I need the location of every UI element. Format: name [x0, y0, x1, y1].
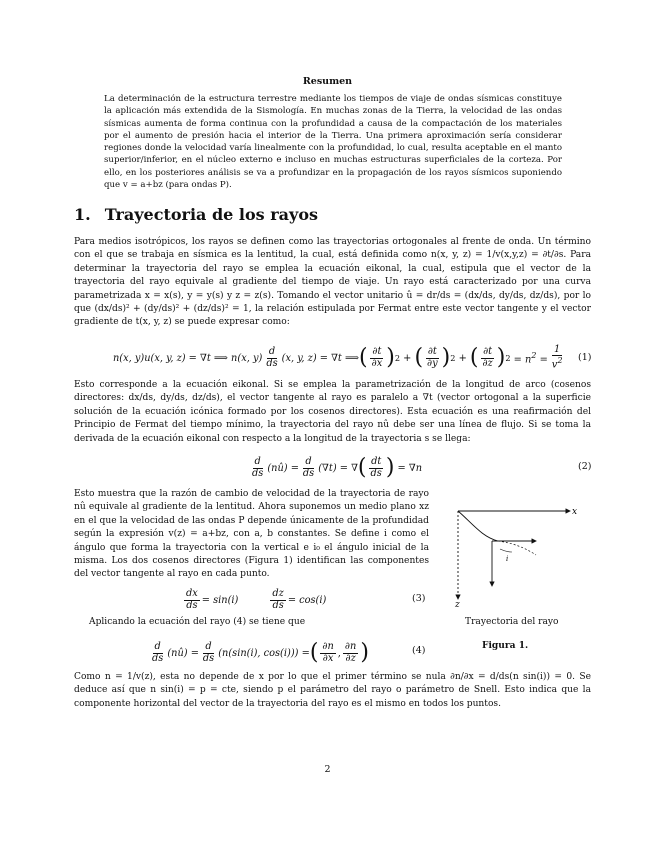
equation-4: $\frac{d}{ds}$ (nû) = $\frac{d}{ds}$ (n(sin(i), cos(i))) = ( $\frac{\partial n}{\partial x}$ , $\frac{\partial n}{\partial z}$ ): [152, 640, 369, 665]
paragraph-1: Para medios isotrópicos, los rayos se definen como las trayectorias ortogonales al frente de onda. Un término con el que se trabaja en sísmica es la lentitud, la cual, está definida como n(x, y, z) = 1/v(x,y,z) = ∂t/∂s. Para determinar la trayectoria del rayo se emplea la ecuación eikonal, la cual, estipula que el vector de la trayectoria del rayo equivale al gradiente del tiempo de viaje. Un rayo está caracterizado por una curva parametrizada x = x(s), y = y(s) y z = z(s). Tomando el vector unitario û = dr/ds = (dx/ds, dy/ds, dz/ds), por lo que (dx/ds)² + (dy/ds)² + (dz/ds)² = 1, la relación estipulada por Fermat entre este vector tangente y el vector gradiente de t(x, y, z) se puede expresar como:: [74, 237, 591, 328]
abstract-title: Resumen: [302, 76, 353, 87]
angle-label-i: i: [506, 555, 509, 563]
ray-path-figure: [450, 503, 585, 608]
paragraph-5: Como n = 1/v(z), esta no depende de x por lo que el primer término se nula ∂n/∂x = d/ds(n sin(i)) = 0. Se deduce así que n sin(i) = p = cte, siendo p el parámetro del rayo o parámetro de Snell. Esto indica que la componente horizontal del vector de la trayectoria del rayo es el mismo en todos los puntos.: [74, 672, 591, 709]
paragraph-4: Aplicando la ecuación del rayo (4) se tiene que: [89, 617, 306, 627]
figure-caption: Trayectoria del rayo: [465, 617, 559, 627]
equation-1-number: (1): [578, 352, 592, 363]
equation-1: n(x, y)u(x, y, z) = ∇t ⟹ n(x, y) $\frac{d}{ds}$ (x, y, z) = ∇t ⟹ ( $\frac{\partial t}{\partial x}$ ) 2 + ( $\frac{\partial t}{\partial y}$ ) 2 + ( $\frac{\partial t}{\partial z}$ ) 2 = $n^2$ = $\frac{1}{v^2}$: [113, 344, 563, 371]
ray-curve: [458, 511, 498, 541]
equation-2: $\frac{d}{ds}$ (nû) = $\frac{d}{ds}$ (∇t) = ∇ ( $\frac{dt}{ds}$ ) = ∇n: [252, 455, 423, 480]
figure-label: Figura 1.: [482, 640, 529, 651]
ray-continuation: [498, 541, 536, 555]
axis-label-z: z: [455, 600, 460, 608]
paragraph-2: Esto corresponde a la ecuación eikonal. Si se emplea la parametrización de la longitud de arco (cosenos directores: dx/ds, dy/ds, dz/ds), el vector tangente al rayo es paralelo a ∇t (vector ortogonal a la superficie solución de la ecuación icónica formado por los cosenos directores). Esta ecuación es una reafirmación del Principio de Fermat del tiempo mínimo, la trayectoria del rayo nû debe ser una línea de flujo. Si se toma la derivada de la ecuación eikonal con respecto a la longitud de la trayectoria s se llega:: [74, 380, 591, 444]
paragraph-3: Esto muestra que la razón de cambio de velocidad de la trayectoria de rayo nû equivale al gradiente de la lentitud. Ahora suponemos un medio plano xz en el que la velocidad de las ondas P depende únicamente de la profundidad según la expresión v(z) = a+bz, con a, b constantes. Se define i como el ángulo que forma la trayectoria con la vertical e i₀ el ángulo inicial de la misma. Los dos cosenos directores (Figura 1) identifican las componentes del vector tangente al rayo en cada punto.: [74, 489, 429, 580]
section-heading: [74, 205, 318, 224]
equation-3-number: (3): [412, 593, 426, 604]
page-number: 2: [324, 764, 331, 775]
axis-label-x: x: [572, 507, 578, 517]
equation-3: $\frac{dx}{ds}$ = sin(i) $\frac{dz}{ds}$ = cos(i): [186, 588, 327, 611]
section-title: Trayectoria de los rayos: [104, 205, 319, 224]
angle-arc: [500, 549, 512, 552]
abstract-text: La determinación de la estructura terrestre mediante los tiempos de viaje de ondas sísmicas constituye la aplicación más extendida de la Sismología. En muchas zonas de la Tierra, la velocidad de las ondas sísmicas aumenta de forma continua con la profundidad a causa de la compactación de los materiales por el aumento de presión hacia el interior de la Tierra. Una primera aproximación sería considerar regiones donde la velocidad varía linealmente con la profundidad, lo cual, resulta aceptable en el manto superior/inferior, en el núcleo externo e incluso en muchas estructuras superficiales de la corteza. Por ello, en los posteriores análisis se va a profundizar en la propagación de los rayos sísmicos suponiendo que v = a+bz (para ondas P).: [104, 94, 562, 191]
equation-4-number: (4): [412, 645, 426, 656]
section-number: 1.: [74, 205, 91, 224]
equation-2-number: (2): [578, 461, 592, 472]
